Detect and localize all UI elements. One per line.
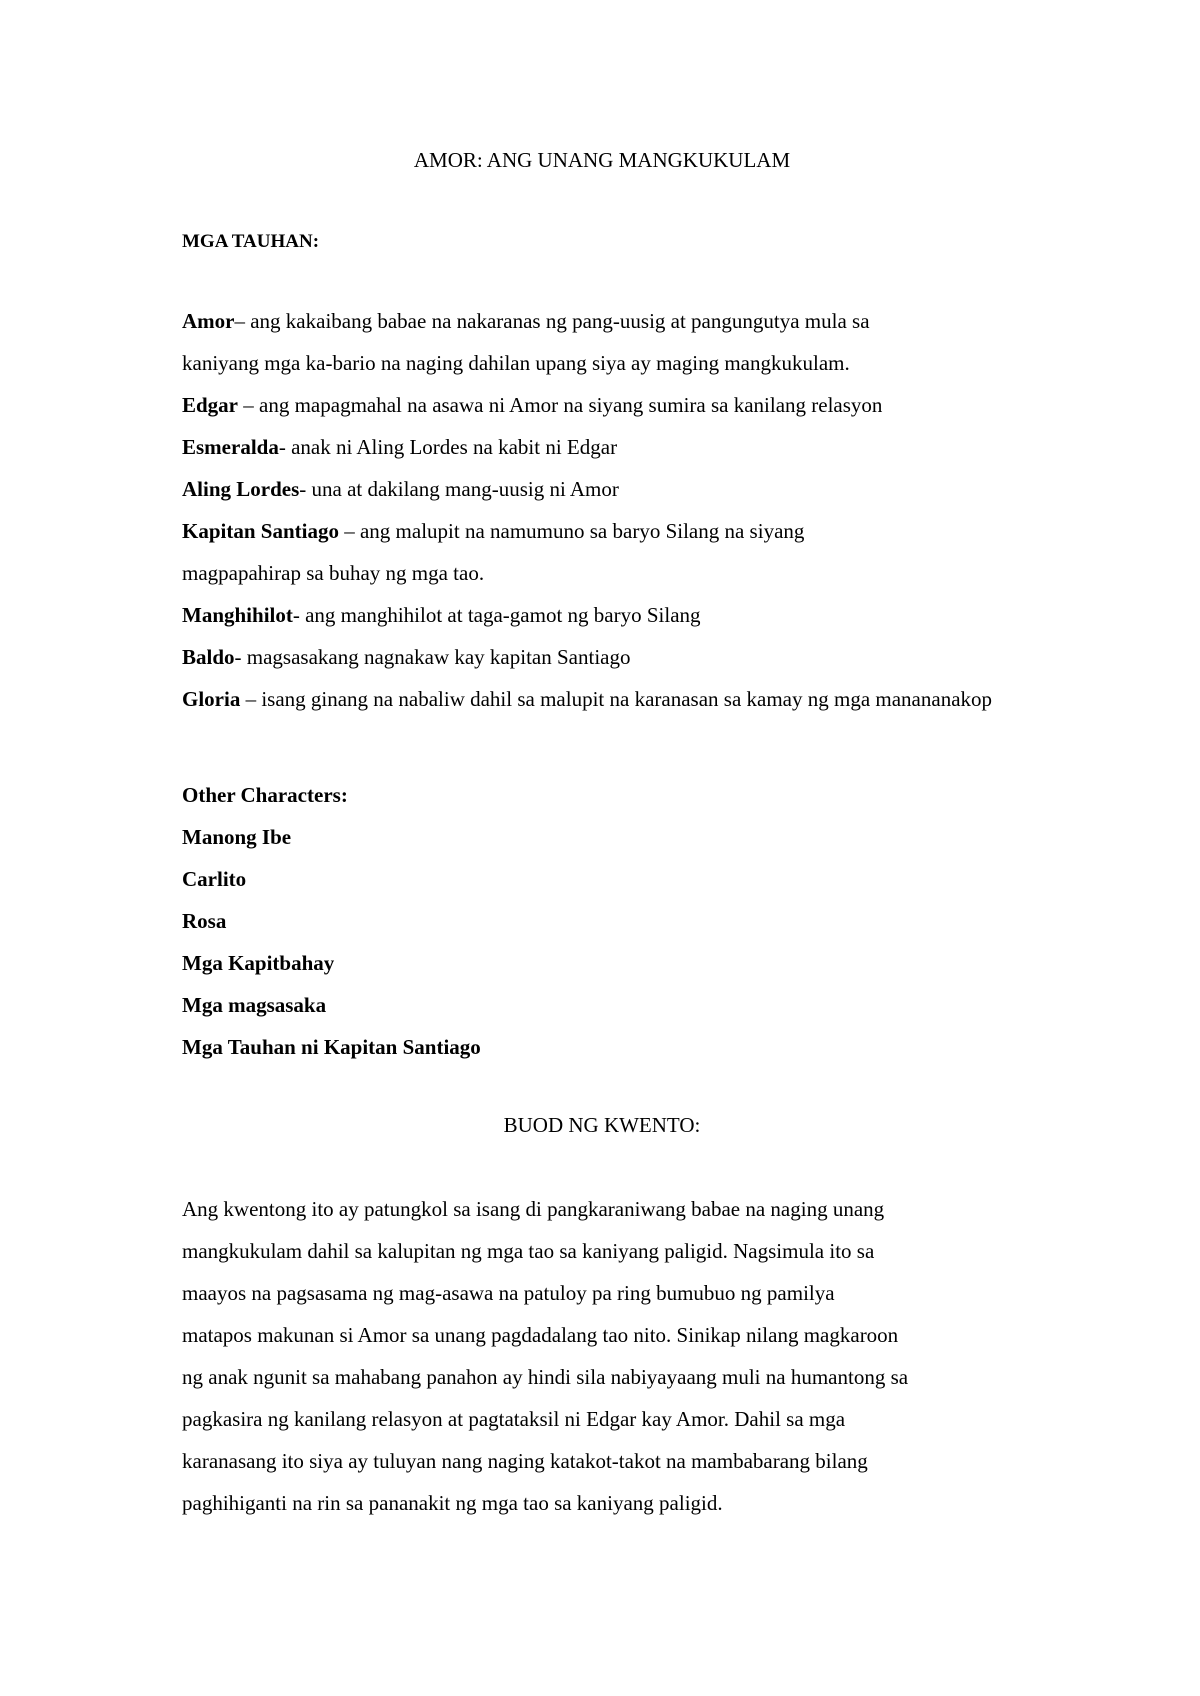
summary-line: maayos na pagsasama ng mag-asawa na patuloy pa ring bumubuo ng pamilya [182, 1281, 835, 1305]
character-name: Gloria [182, 687, 241, 711]
character-entry-edgar [182, 384, 1032, 426]
other-character-item: Manong Ibe [182, 825, 292, 849]
character-entry-amor [182, 300, 1032, 342]
summary-line: matapos makunan si Amor sa unang pagdadalang tao nito. Sinikap nilang magkaroon [182, 1323, 899, 1347]
summary-line: paghihiganti na rin sa pananakit ng mga tao sa kaniyang paligid. [182, 1491, 723, 1515]
character-name: Edgar [182, 393, 239, 417]
character-desc: – ang mapagmahal na asawa ni Amor na siyang sumira sa kanilang relasyon [238, 393, 883, 417]
summary-line: karanasang ito siya ay tuluyan nang naging katakot-takot na mambabarang bilang [182, 1449, 868, 1473]
character-desc: kaniyang mga ka-bario na naging dahilan upang siya ay maging mangkukulam. [182, 351, 850, 375]
character-entry-esmeralda [182, 426, 1032, 468]
summary-line: mangkukulam dahil sa kalupitan ng mga tao sa kaniyang paligid. Nagsimula ito sa [182, 1239, 875, 1263]
characters-label: MGA TAUHAN: [182, 231, 320, 252]
summary-paragraph [182, 1188, 1032, 1524]
document-title: AMOR: ANG UNANG MANGKUKULAM [413, 148, 791, 172]
character-name: Aling Lordes [182, 477, 300, 501]
summary-line: pagkasira ng kanilang relasyon at pagtataksil ni Edgar kay Amor. Dahil sa mga [182, 1407, 846, 1431]
other-characters [182, 774, 481, 1068]
other-character-item: Rosa [182, 909, 227, 933]
character-desc: - anak ni Aling Lordes na kabit ni Edgar [278, 435, 618, 459]
character-desc: – ang kakaibang babae na nakaranas ng pang-uusig at pangungutya mula sa [234, 309, 870, 333]
character-entry-kapitan-santiago-cont [182, 552, 1032, 594]
characters-list [182, 300, 1032, 712]
character-entry-gloria [182, 678, 1032, 712]
character-name: Amor [182, 309, 235, 333]
character-name: Manghihilot [182, 603, 293, 627]
other-characters-label: Other Characters: [182, 783, 348, 807]
other-character-item: Mga Tauhan ni Kapitan Santiago [182, 1035, 481, 1059]
character-desc: – isang ginang na nabaliw dahil sa malupit na karanasan sa kamay ng mga manananakop [240, 687, 993, 711]
character-entry-aling-lordes [182, 468, 1032, 510]
character-name: Kapitan Santiago [182, 519, 339, 543]
character-name: Baldo [182, 645, 235, 669]
character-desc: - magsasakang nagnakaw kay kapitan Santiago [234, 645, 631, 669]
character-entry-amor-cont [182, 342, 1032, 384]
summary-title: BUOD NG KWENTO: [503, 1113, 701, 1137]
other-character-item: Mga Kapitbahay [182, 951, 335, 975]
summary-line: Ang kwentong ito ay patungkol sa isang di pangkaraniwang babae na naging unang [182, 1197, 885, 1221]
summary-line: ng anak ngunit sa mahabang panahon ay hindi sila nabiyayaang muli na humantong sa [182, 1365, 909, 1389]
character-desc: - ang manghihilot at taga-gamot ng baryo Silang [292, 603, 701, 627]
character-desc: - una at dakilang mang-uusig ni Amor [299, 477, 619, 501]
other-character-item: Carlito [182, 867, 247, 891]
character-entry-baldo [182, 636, 1032, 678]
character-name: Esmeralda [182, 435, 279, 459]
character-entry-manghihilot [182, 594, 1032, 636]
character-entry-kapitan-santiago [182, 510, 1032, 552]
character-desc: magpapahirap sa buhay ng mga tao. [182, 561, 485, 585]
character-desc: – ang malupit na namumuno sa baryo Silang na siyang [338, 519, 805, 543]
other-character-item: Mga magsasaka [182, 993, 327, 1017]
